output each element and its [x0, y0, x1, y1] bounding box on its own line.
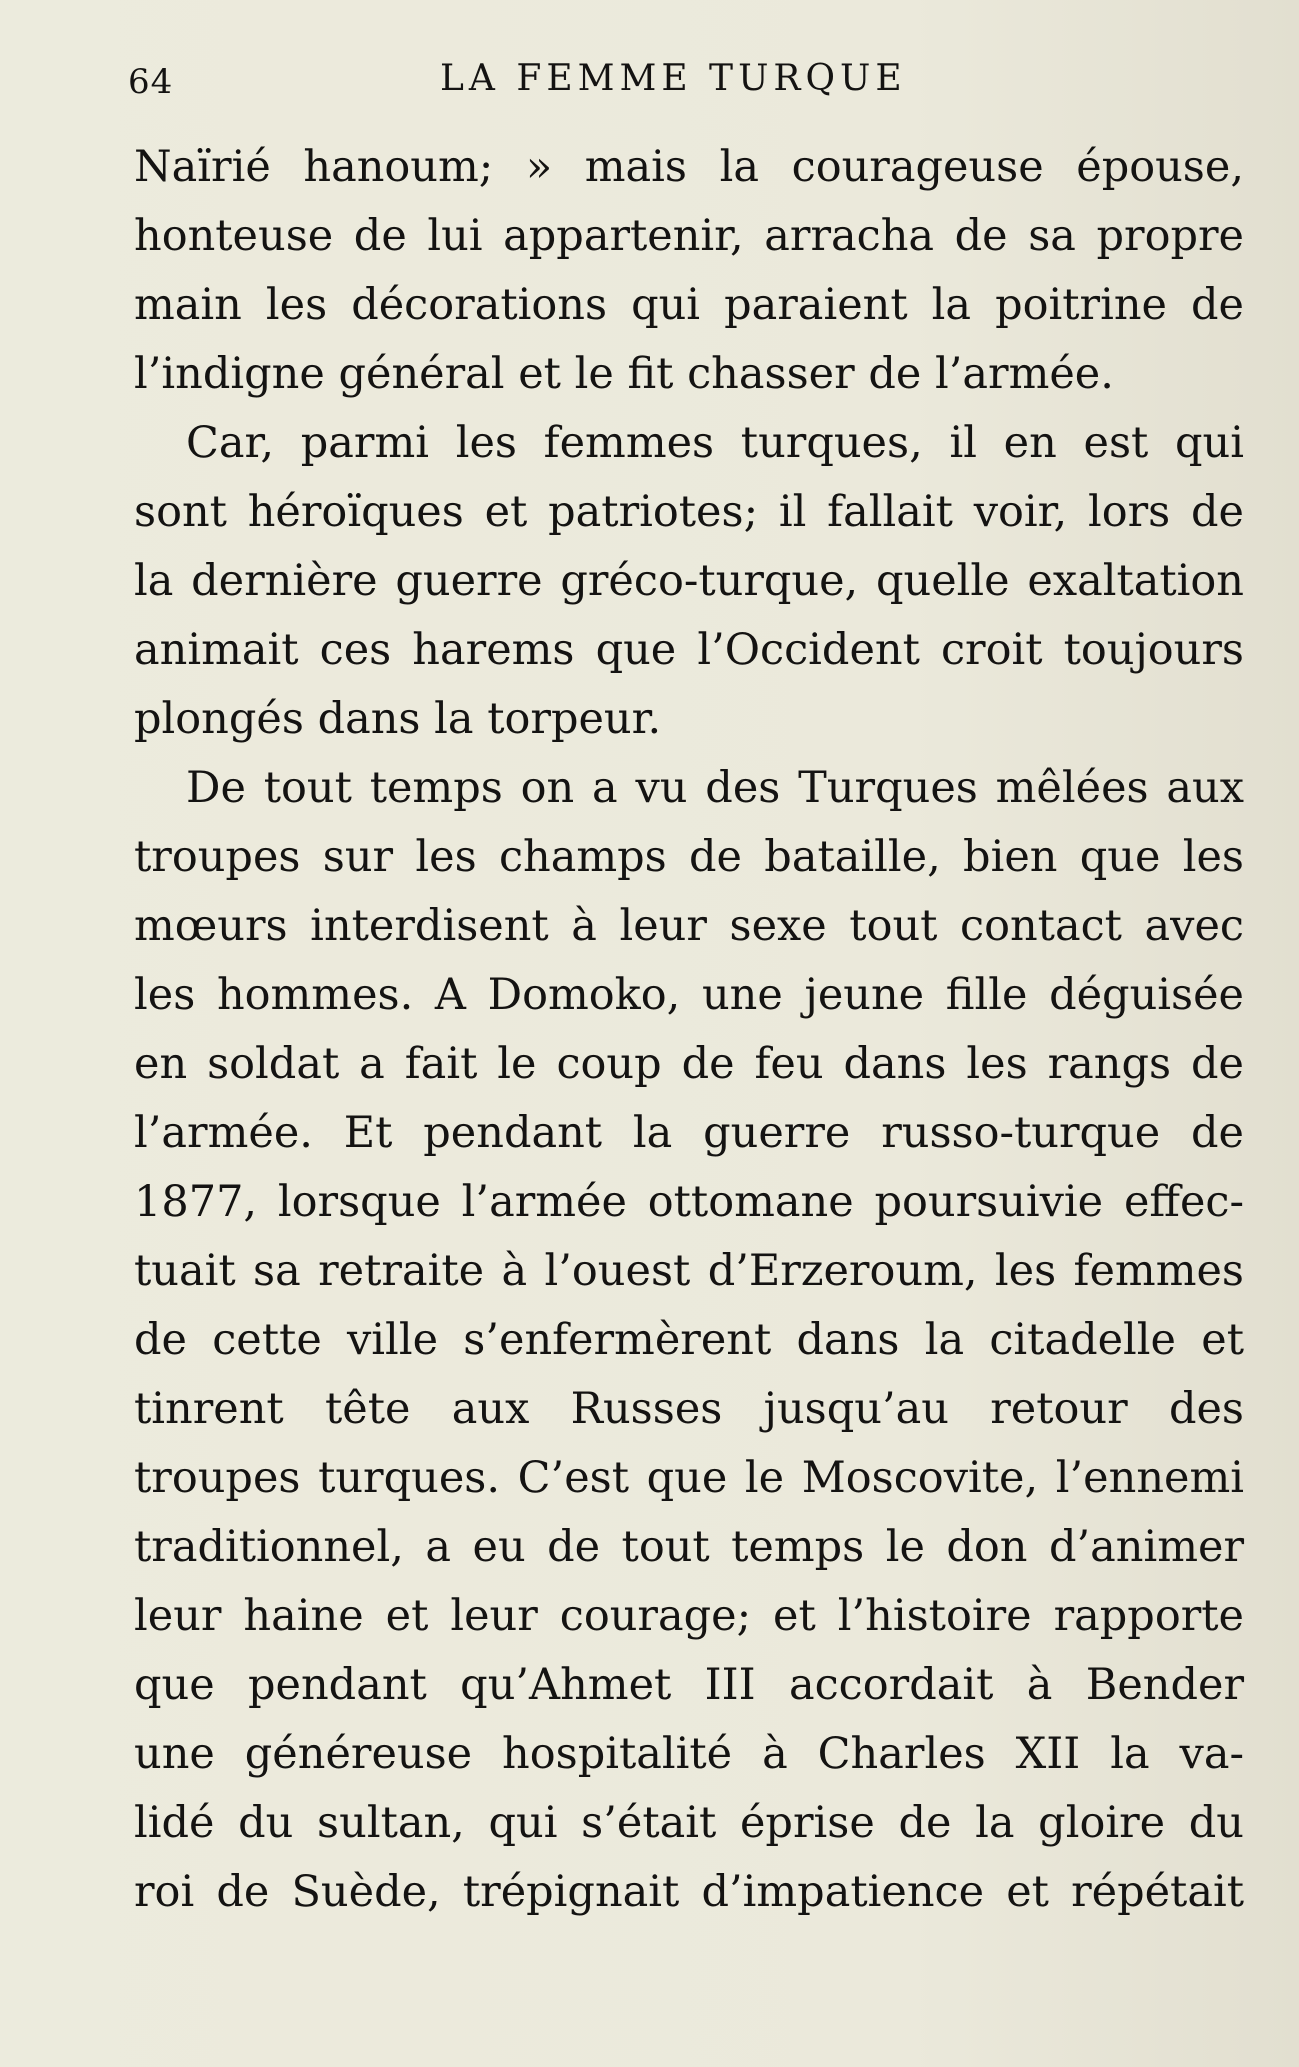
text-line: sont héroïques et patriotes; il fallait voir, lors de: [134, 487, 1244, 537]
text-line: l’indigne général et le fit chasser de l’armée.: [134, 349, 1114, 399]
text-line: main les décorations qui paraient la poitrine de: [134, 280, 1244, 330]
text-line: Car, parmi les femmes turques, il en est qui: [186, 418, 1244, 468]
text-line: les hommes. A Domoko, une jeune fille déguisée: [134, 970, 1244, 1020]
text-line: l’armée. Et pendant la guerre russo-turque de: [134, 1108, 1244, 1158]
text-line: roi de Suède, trépignait d’impatience et répétait: [134, 1867, 1244, 1917]
text-line: De tout temps on a vu des Turques mêlées aux: [186, 763, 1244, 813]
text-line: en soldat a fait le coup de feu dans les rangs de: [134, 1039, 1244, 1089]
text-line: traditionnel, a eu de tout temps le don d’animer: [134, 1522, 1244, 1572]
page-header: [128, 58, 1218, 118]
running-title: LA FEMME TURQUE: [440, 58, 907, 99]
text-line: 1877, lorsque l’armée ottomane poursuivie effec-: [134, 1177, 1244, 1227]
text-line: honteuse de lui appartenir, arracha de sa propre: [134, 211, 1244, 261]
text-line: que pendant qu’Ahmet III accordait à Bender: [134, 1660, 1244, 1710]
page-number: 64: [128, 62, 174, 102]
text-line: tinrent tête aux Russes jusqu’au retour des: [134, 1384, 1244, 1434]
body-text: [134, 133, 1244, 1927]
text-line: troupes sur les champs de bataille, bien que les: [134, 832, 1244, 882]
text-line: la dernière guerre gréco-turque, quelle exaltation: [134, 556, 1244, 606]
text-line: tuait sa retraite à l’ouest d’Erzeroum, les femmes: [134, 1246, 1244, 1296]
text-line: leur haine et leur courage; et l’histoire rapporte: [134, 1591, 1244, 1641]
text-line: lidé du sultan, qui s’était éprise de la gloire du: [134, 1798, 1244, 1848]
text-line: troupes turques. C’est que le Moscovite, l’ennemi: [134, 1453, 1244, 1503]
text-line: de cette ville s’enfermèrent dans la citadelle et: [134, 1315, 1244, 1365]
text-line: mœurs interdisent à leur sexe tout contact avec: [134, 901, 1244, 951]
text-line: Naïrié hanoum; » mais la courageuse épouse,: [134, 142, 1244, 192]
text-line: plongés dans la torpeur.: [134, 694, 662, 744]
text-line: une généreuse hospitalité à Charles XII la va-: [134, 1729, 1244, 1779]
text-line: animait ces harems que l’Occident croit toujours: [134, 625, 1244, 675]
